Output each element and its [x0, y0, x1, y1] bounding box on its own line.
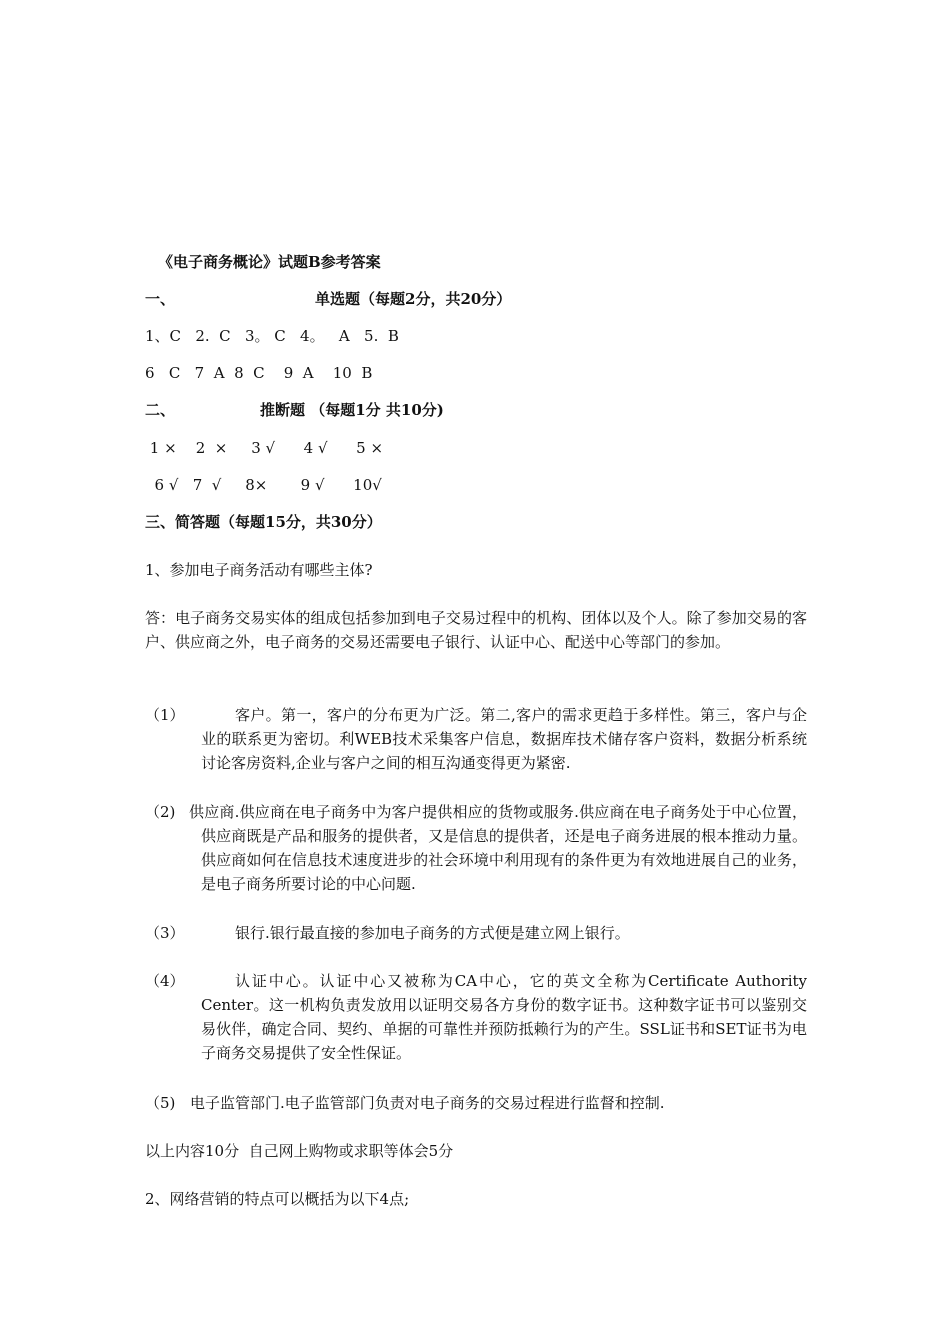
section-1-number: 一、 [145, 290, 176, 308]
item-3-label: （3） [145, 924, 185, 942]
section-2-number: 二、 [145, 401, 176, 419]
section-1-answers-row-1: 1、C 2. C 3。 C 4。 A 5. B [145, 327, 399, 345]
item-5-text: 电子监管部门.电子监管部门负责对电子商务的交易过程进行监督和控制. [190, 1094, 665, 1112]
section-1-title: 单选题（每题2分，共20分） [315, 290, 512, 308]
document-title: 《电子商务概论》试题B参考答案 [158, 253, 381, 271]
item-2-text: 供应商.供应商在电子商务中为客户提供相应的货物或服务.供应商在电子商务处于中心位置，供应商既是产品和服务的提供者，又是信息的提供者，还是电子商务进展的根本推动力量。供应商如何在信息技术速度进步的社会环境中利用现有的条件更为有效地进展自己的业务，是电子商务所要讨论的中心问题. [189, 803, 807, 893]
section-1-answers-row-2: 6 C 7 A 8 C 9 A 10 B [145, 364, 373, 382]
item-1-label: （1） [145, 706, 185, 724]
item-4-label: （4） [145, 972, 185, 990]
item-3-text: 银行.银行最直接的参加电子商务的方式便是建立网上银行。 [235, 924, 630, 942]
score-note: 以上内容10分 自己网上购物或求职等体会5分 [145, 1142, 454, 1160]
section-2-title: 推断题 （每题1分 共10分) [260, 401, 444, 419]
item-5-label: （5) [145, 1094, 176, 1112]
item-1-text: 客户。第一，客户的分布更为广泛。第二,客户的需求更趋于多样性。第三，客户与企业的联系更为密切。利WEB技术采集客户信息，数据库技术储存客户资料，数据分析系统讨论客房资料,企业与客户之间的相互沟通变得更为紧密. [201, 706, 807, 772]
item-4-text: 认证中心。认证中心又被称为CA中心，它的英文全称为Certificate Authority Center。这一机构负责发放用以证明交易各方身份的数字证书。这种数字证书可以鉴别交易伙伴，确定合同、契约、单据的可靠性并预防抵赖行为的产生。SSL证书和SET证书为电子商务交易提供了安全性保证。 [201, 972, 807, 1062]
section-2-answers-row-1: 1 × 2 × 3 √ 4 √ 5 × [145, 439, 384, 457]
question-1: 1、参加电子商务活动有哪些主体? [145, 561, 373, 579]
answer-1-intro: 答：电子商务交易实体的组成包括参加到电子交易过程中的机构、团体以及个人。除了参加交易的客户、供应商之外，电子商务的交易还需要电子银行、认证中心、配送中心等部门的参加。 [145, 609, 807, 651]
question-2: 2、网络营销的特点可以概括为以下4点; [145, 1190, 410, 1208]
section-3-title: 三、简答题（每题15分，共30分） [145, 513, 382, 531]
item-2-label: （2) [145, 803, 176, 821]
section-2-answers-row-2: 6 √ 7 √ 8× 9 √ 10√ [145, 476, 382, 494]
